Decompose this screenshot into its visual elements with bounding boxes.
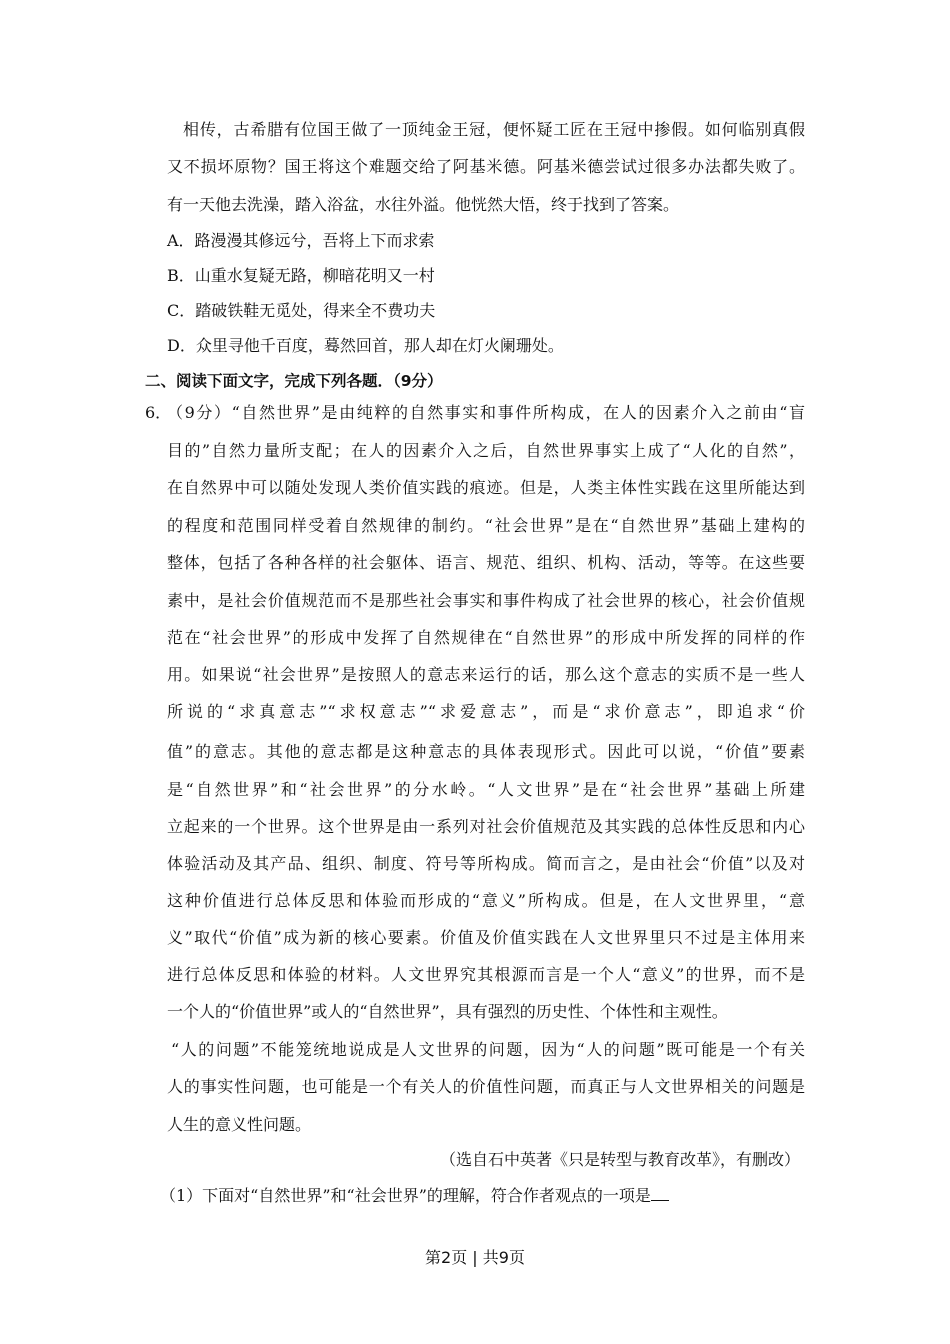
passage-line: 体验活动及其产品、组织、制度、符号等所构成。简而言之，是由社会“价值”以及对 [167,854,805,873]
passage-line: 立起来的一个世界。这个世界是由一系列对社会价值规范及其实践的总体性反思和内心 [167,817,805,836]
option-b: B．山重水复疑无路，柳暗花明又一村 [167,266,435,285]
passage-line: 所说的“求真意志”“求权意志”“求爱意志”，而是“求价意志”，即追求“价 [167,702,805,721]
source-citation: （选自石中英著《只是转型与教育改革》，有删改） [439,1150,800,1169]
question-number: 6． [145,403,172,422]
passage-line: 整体，包括了各种各样的社会躯体、语言、规范、组织、机构、活动，等等。在这些要 [167,553,805,572]
intro-line: 又不损坏原物？国王将这个难题交给了阿基米德。阿基米德尝试过很多办法都失败了。 [167,157,805,176]
subquestion-1 [160,1185,669,1206]
intro-line: 有一天他去洗澡，踏入浴盆，水往外溢。他恍然大悟，终于找到了答案。 [167,195,680,214]
passage-line: 进行总体反思和体验的材料。人文世界究其根源而言是一个人“意义”的世界，而不是 [167,965,805,984]
option-d: D．众里寻他千百度，蓦然回首，那人却在灯火阑珊处。 [167,336,564,355]
passage-line: 人的事实性问题，也可能是一个有关人的价值性问题，而真正与人文世界相关的问题是 [167,1077,805,1096]
option-a: A．路漫漫其修远兮，吾将上下而求索 [167,231,435,250]
page-footer: 第2页 | 共9页 [425,1248,525,1267]
passage-line: 素中，是社会价值规范而不是那些社会事实和事件构成了社会世界的核心，社会价值规 [167,591,805,610]
answer-blank [651,1185,669,1201]
passage-line: 人生的意义性问题。 [167,1115,312,1134]
section-heading: 二、阅读下面文字，完成下列各题．（9分） [145,372,443,390]
passage-line: 的程度和范围同样受着自然规律的制约。“社会世界”是在“自然世界”基础上建构的 [167,516,805,535]
passage-line: 是“自然世界”和“社会世界”的分水岭。“人文世界”是在“社会世界”基础上所建 [167,780,805,799]
passage-line: 一个人的“价值世界”或人的“自然世界”，具有强烈的历史性、个体性和主观性。 [167,1002,728,1021]
passage-line: 用。如果说“社会世界”是按照人的意志来运行的话，那么这个意志的实质不是一些人 [167,665,805,684]
passage-line: 这种价值进行总体反思和体验而形成的“意义”所构成。但是，在人文世界里，“意 [167,891,805,910]
intro-line: 相传，古希腊有位国王做了一顶纯金王冠，便怀疑工匠在王冠中掺假。如何临别真假 [183,120,805,139]
passage-line: 义”取代“价值”成为新的核心要素。价值及价值实践在人文世界里只不过是主体用来 [167,928,805,947]
passage-line: 目的”自然力量所支配；在人的因素介入之后，自然世界事实上成了“人化的自然”， [167,441,805,460]
option-c: C．踏破铁鞋无觅处，得来全不费功夫 [167,301,436,320]
passage-line: 值”的意志。其他的意志都是这种意志的具体表现形式。因此可以说，“价值”要素 [167,742,805,761]
passage-line: “人的问题”不能笼统地说成是人文世界的问题，因为“人的问题”既可能是一个有关 [171,1040,805,1059]
passage-line: （9分）“自然世界”是由纯粹的自然事实和事件所构成，在人的因素介入之前由“盲 [167,403,805,422]
passage-line: 范在“社会世界”的形成中发挥了自然规律在“自然世界”的形成中所发挥的同样的作 [167,628,805,647]
passage-line: 在自然界中可以随处发现人类价值实践的痕迹。但是，人类主体性实践在这里所能达到 [167,478,805,497]
subquestion-1-text: （1）下面对“自然世界”和“社会世界”的理解，符合作者观点的一项是 [160,1186,651,1205]
